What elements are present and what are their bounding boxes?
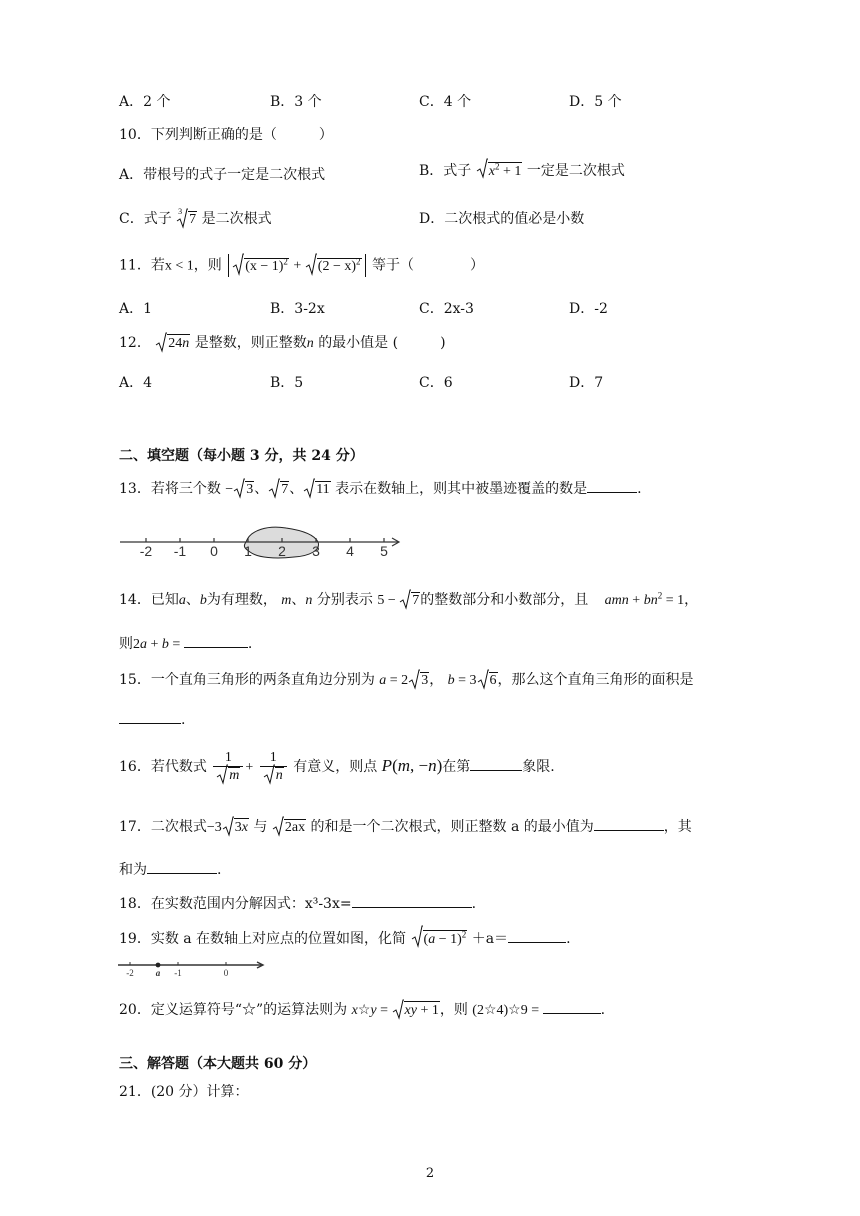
q16-suffix: 在第 xyxy=(442,759,471,775)
q10-c-suffix: 是二次根式 xyxy=(201,211,272,227)
q19-prefix: 19．实数 a 在数轴上对应点的位置如图，化简 xyxy=(119,931,407,947)
answer-blank xyxy=(147,861,217,874)
q17-line1: 17．二次根式−3 3x 与 2ax 的和是一个二次根式，则正整数 a 的最小值为 ，其 xyxy=(119,816,692,836)
q10-option-c xyxy=(119,208,272,228)
q20-stem: 20．定义运算符号“☆”的运算法则为 x☆y = xy + 1，则 (2☆4)☆9 = . xyxy=(119,999,605,1019)
tick-label: 4 xyxy=(346,543,354,559)
tick-label: 0 xyxy=(223,968,229,978)
q10-b-suffix: 一定是二次根式 xyxy=(526,163,625,179)
page-number: 2 xyxy=(425,1166,435,1181)
q12-option-b: B．5 xyxy=(270,375,304,391)
answer-blank xyxy=(543,1001,601,1014)
q16-end: 象限. xyxy=(522,759,555,775)
q16-mid: 有意义，则点 xyxy=(293,759,378,775)
q10-option-a: A．带根号的式子一定是二次根式 xyxy=(119,167,326,183)
tick-label: -1 xyxy=(173,543,187,559)
q13-prefix: 13．若将三个数 xyxy=(119,481,221,497)
section-2-heading: 二、填空题（每小题 3 分，共 24 分） xyxy=(119,448,364,464)
q14-part-a: 14．已知 xyxy=(119,592,179,608)
q9-option-b: B．3 个 xyxy=(270,94,322,110)
q14-line2: 则2a + b = . xyxy=(119,636,253,652)
q14-part-f: 的整数部分和小数部分，且 xyxy=(420,592,589,608)
tick-label: -1 xyxy=(174,968,182,978)
q9-option-d: D．5 个 xyxy=(569,94,622,110)
q14-part-e: 分别表示 xyxy=(316,592,373,608)
q12-option-c: C．6 xyxy=(419,375,453,391)
q20-then: ，则 xyxy=(439,1002,468,1018)
answer-blank xyxy=(594,818,664,831)
radical-sign-icon xyxy=(233,478,245,500)
q13-sep-2: 、 xyxy=(289,481,304,497)
q12-prefix: 12． xyxy=(119,335,151,351)
q11-condition: x < 1 xyxy=(164,258,194,274)
tick-label: a xyxy=(155,968,161,978)
radical-sign-icon xyxy=(176,208,188,230)
q14-then: 则 xyxy=(119,636,133,652)
q12-suffix: 的最小值是 ( ) xyxy=(318,335,446,351)
answer-blank xyxy=(508,930,566,943)
q12-option-a: A．4 xyxy=(119,375,153,391)
number-line-with-ink-blot xyxy=(118,522,408,564)
radical-sign-icon xyxy=(477,669,489,691)
q9-option-c: C．4 个 xyxy=(419,94,472,110)
q11-suffix: 等于（ ） xyxy=(371,257,484,274)
cuberoot-7: 3 7 xyxy=(176,211,197,228)
answer-blank xyxy=(587,480,637,493)
q17-line2 xyxy=(119,859,221,879)
q15-end: . xyxy=(181,712,186,728)
answer-blank xyxy=(119,711,181,724)
q14-part-d: 、 xyxy=(291,592,306,608)
q20-end: . xyxy=(600,1002,606,1018)
q19-suffix: ＋a＝ xyxy=(471,931,509,947)
q12-mid: 是整数，则正整数 xyxy=(194,335,307,351)
q17-prefix: 17．二次根式 xyxy=(119,819,207,835)
radical-sign-icon xyxy=(411,925,423,949)
radical-sign-icon xyxy=(408,669,420,691)
answer-blank xyxy=(470,758,522,771)
tick-label: 2 xyxy=(278,543,286,559)
q17-and: 与 xyxy=(253,819,268,835)
answer-blank xyxy=(352,895,472,908)
q15-prefix: 15．一个直角三角形的两条直角边分别为 xyxy=(119,672,375,688)
q11-option-d: D．-2 xyxy=(569,301,608,317)
radical-sign-icon xyxy=(155,332,167,354)
q9-option-a: A．2 个 xyxy=(119,94,171,110)
q10-c-prefix: C．式子 xyxy=(119,211,172,227)
q17-suffix: 的和是一个二次根式，则正整数 a 的最小值为 xyxy=(310,819,594,835)
q16-stem: 16．若代数式 $\frac{1}{m}$ + $\frac{1}{n}$ 有意义，则点 P(m, −n)在第 象限. xyxy=(119,750,555,784)
q14-part-b: 、 xyxy=(185,592,200,608)
q17-suffix-2: ，其 xyxy=(663,819,692,835)
tick-label: -2 xyxy=(126,968,134,978)
q11-mid: ，则 xyxy=(193,257,222,274)
q12-variable-n: n xyxy=(306,336,314,351)
q15-line2 xyxy=(119,711,185,728)
radical-sign-icon xyxy=(232,253,244,277)
q17-end: . xyxy=(217,862,222,878)
q14-end: . xyxy=(247,636,253,652)
tick-label: 5 xyxy=(380,543,388,559)
tick-label: 3 xyxy=(312,543,320,559)
tick-label: 0 xyxy=(210,543,218,559)
radical-sign-icon xyxy=(272,816,284,838)
q19-stem: 19．实数 a 在数轴上对应点的位置如图，化简 $(a - 1)^2 +a=$ . xyxy=(119,928,571,948)
q11-prefix: 11．若 xyxy=(119,257,165,274)
q10-option-b xyxy=(419,160,625,180)
tick-label: 1 xyxy=(244,543,252,559)
q16-prefix: 16．若代数式 xyxy=(119,759,207,775)
radical-sign-icon xyxy=(268,478,280,500)
q12-stem xyxy=(119,332,446,352)
q10-stem: 10．下列判断正确的是（ ） xyxy=(119,127,333,143)
q10-b-prefix: B．式子 xyxy=(419,163,472,179)
radical-sign-icon xyxy=(392,999,404,1021)
fraction-1-over-sqrt-m: $\frac{1}{m}$ xyxy=(213,750,243,784)
fraction-1-over-sqrt-n: $\frac{1}{n}$ xyxy=(260,750,287,784)
sqrt-x2-plus-1: $x^2 + 1$ xyxy=(476,161,523,180)
answer-blank xyxy=(184,635,248,648)
number-line-point-a xyxy=(116,957,268,979)
q13-end: . xyxy=(637,481,642,497)
q18-stem xyxy=(119,893,476,913)
q19-end: . xyxy=(566,931,571,947)
radical-sign-icon xyxy=(263,764,275,786)
q13-sep-1: 、 xyxy=(254,481,269,497)
radical-sign-icon xyxy=(216,764,228,786)
q11-stem xyxy=(119,254,484,277)
point-a-dot xyxy=(156,963,161,968)
radical-sign-icon xyxy=(222,816,234,838)
q11-option-a: A．1 xyxy=(119,301,153,317)
tick-label: -2 xyxy=(139,543,153,559)
q15-suffix: ，那么这个直角三角形的面积是 xyxy=(497,672,694,688)
radical-sign-icon xyxy=(476,158,488,180)
q14-part-c: 为有理数， xyxy=(206,592,277,608)
q17-sum-label: 和为 xyxy=(119,862,147,878)
q12-option-d: D．7 xyxy=(569,375,604,391)
q14-line1: 14．已知a、b为有理数， m、n 分别表示 5 − 7的整数部分和小数部分，且 amn + $bn^2 = 1$， xyxy=(119,589,698,609)
q11-option-c: C．2x-3 xyxy=(419,301,474,317)
q20-prefix: 20．定义运算符号“☆”的运算法则为 xyxy=(119,1002,348,1018)
q15-sep: ， xyxy=(429,672,444,688)
sqrt-24n: 24n xyxy=(155,335,190,352)
q13-suffix: 表示在数轴上，则其中被墨迹覆盖的数是 xyxy=(335,481,588,497)
q18-end: . xyxy=(471,896,477,912)
q10-option-d: D．二次根式的值必是小数 xyxy=(419,211,585,227)
q13-stem: 13．若将三个数 − 3、 7、 11 表示在数轴上，则其中被墨迹覆盖的数是 . xyxy=(119,478,642,498)
q21-stem: 21．(20 分）计算： xyxy=(119,1084,249,1100)
radical-sign-icon xyxy=(399,589,411,611)
radical-sign-icon xyxy=(305,253,317,277)
section-3-heading: 三、解答题（本大题共 60 分） xyxy=(119,1056,317,1072)
q11-abs-expression: $(x - 1)^2$ + $(2 - x)^2$ xyxy=(228,254,365,277)
radical-sign-icon xyxy=(303,478,315,500)
q18-text: 18．在实数范围内分解因式：x³-3x= xyxy=(119,896,352,912)
q15-stem: 15．一个直角三角形的两条直角边分别为 a = 2 3， b = 3 6，那么这个直角三角形的面积是 xyxy=(119,669,694,689)
q11-option-b: B．3-2x xyxy=(270,301,325,317)
